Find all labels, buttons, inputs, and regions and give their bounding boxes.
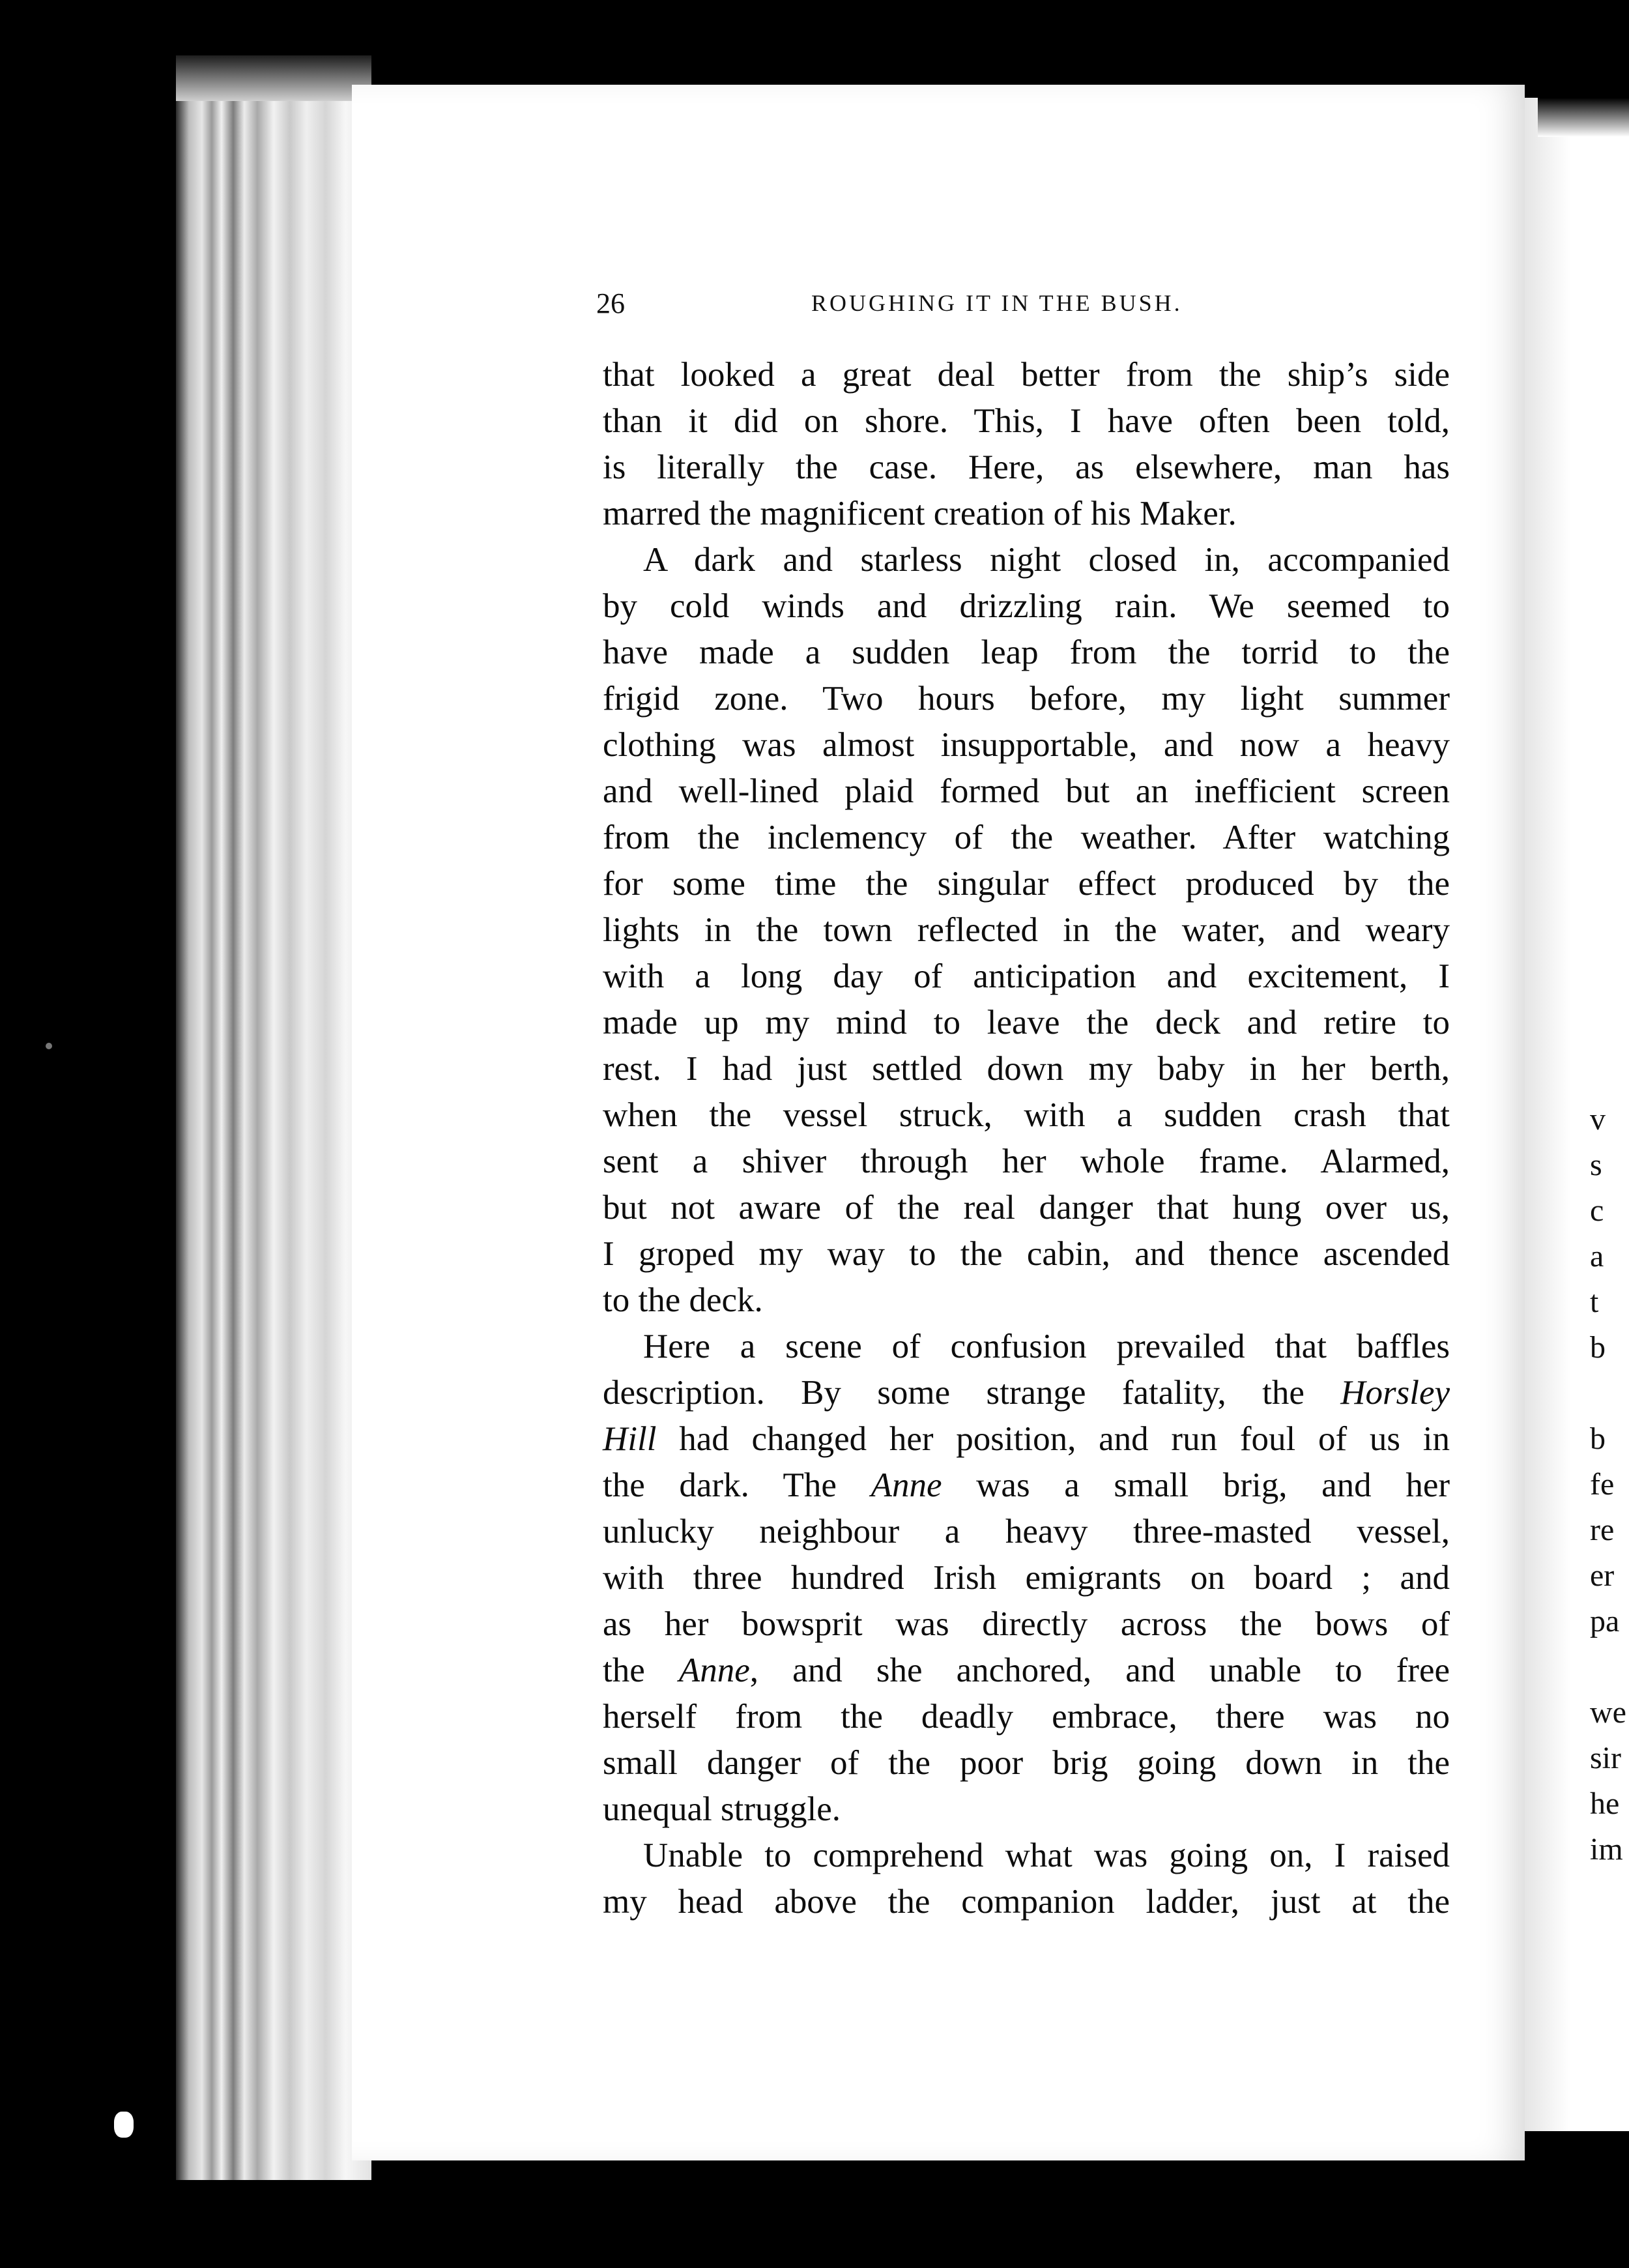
- ship-name: Anne: [678, 1651, 750, 1689]
- ship-name: Horsley: [1340, 1374, 1450, 1412]
- text-line: as her bowsprit was directly across the bows of: [603, 1605, 1450, 1643]
- book-page-edges: [176, 55, 371, 2180]
- text-line-with-italic: [603, 1648, 1450, 1694]
- page-body: [603, 352, 1450, 1925]
- scan-speck: [114, 2112, 134, 2138]
- text-line: I groped my way to the cabin, and thence ascended: [603, 1235, 1450, 1273]
- fragment: t: [1590, 1285, 1599, 1319]
- text-line: with three hundred Irish emigrants on board ; and: [603, 1559, 1450, 1597]
- text-line: with a long day of anticipation and excitement, I: [603, 957, 1450, 995]
- fragment: v: [1590, 1102, 1606, 1137]
- text-line: by cold winds and drizzling rain. We seemed to: [603, 587, 1450, 625]
- text-line: herself from the deadly embrace, there was no: [603, 1698, 1450, 1736]
- text-line: unlucky neighbour a heavy three-masted vessel,: [603, 1513, 1450, 1550]
- text-segment: the: [603, 1651, 645, 1689]
- text-line: my head above the companion ladder, just at the: [603, 1883, 1450, 1921]
- fragment: a: [1590, 1239, 1604, 1273]
- text-line: A dark and starless night closed in, accompanied: [643, 541, 1450, 579]
- fragment: er: [1590, 1558, 1615, 1593]
- fragment: fe: [1590, 1467, 1615, 1502]
- text-line: unequal struggle.: [603, 1790, 841, 1828]
- text-line-with-italic: [603, 1462, 1450, 1509]
- text-line: Here a scene of confusion prevailed that baffles: [643, 1328, 1450, 1365]
- text-line: lights in the town reflected in the water, and weary: [603, 911, 1450, 949]
- text-line: from the inclemency of the weather. After watching: [603, 819, 1450, 856]
- fragment: c: [1590, 1193, 1604, 1228]
- running-title: ROUGHING IT IN THE BUSH.: [811, 290, 1183, 316]
- book-edge-shadow: [176, 55, 371, 101]
- text-line: is literally the case. Here, as elsewhere, man has: [603, 448, 1450, 486]
- text-line: have made a sudden leap from the torrid to the: [603, 633, 1450, 671]
- fragment: re: [1590, 1513, 1615, 1547]
- text-segment: was a small brig, and her: [976, 1466, 1450, 1504]
- fragment: im: [1590, 1832, 1623, 1867]
- fragment: s: [1590, 1148, 1602, 1182]
- text-line-with-italic: [603, 1416, 1450, 1462]
- ship-name: Hill: [603, 1420, 657, 1458]
- text-line: and well-lined plaid formed but an inefficient screen: [603, 772, 1450, 810]
- text-line: but not aware of the real danger that hung over us,: [603, 1189, 1450, 1227]
- text-line-with-italic: [603, 1370, 1450, 1416]
- fragment: he: [1590, 1786, 1620, 1821]
- facing-page-text-fragments: [1590, 0, 1629, 2268]
- text-line: sent a shiver through her whole frame. Alarmed,: [603, 1142, 1450, 1180]
- text-line: frigid zone. Two hours before, my light summer: [603, 680, 1450, 718]
- fragment: sir: [1590, 1741, 1621, 1775]
- text-line: made up my mind to leave the deck and retire to: [603, 1004, 1450, 1041]
- text-line: that looked a great deal better from the ship’s side: [603, 356, 1450, 394]
- text-segment: the dark. The: [603, 1466, 837, 1504]
- text-segment: description. By some strange fatality, the: [603, 1374, 1305, 1412]
- fragment: we: [1590, 1695, 1626, 1730]
- text-line: clothing was almost insupportable, and now a heavy: [603, 726, 1450, 764]
- page-number: 26: [596, 287, 625, 319]
- text-line: when the vessel struck, with a sudden crash that: [603, 1096, 1450, 1134]
- running-head: [596, 287, 1261, 326]
- text-line: to the deck.: [603, 1281, 763, 1319]
- fragment: pa: [1590, 1604, 1620, 1638]
- text-line: for some time the singular effect produced by the: [603, 865, 1450, 903]
- scan-speck: [46, 1043, 52, 1049]
- ship-name: Anne: [871, 1466, 942, 1504]
- text-segment: had changed her position, and run foul of us in: [679, 1420, 1450, 1458]
- text-line: marred the magnificent creation of his Maker.: [603, 495, 1237, 532]
- text-line: small danger of the poor brig going down in the: [603, 1744, 1450, 1782]
- fragment: b: [1590, 1421, 1606, 1456]
- text-line: rest. I had just settled down my baby in her berth,: [603, 1050, 1450, 1088]
- text-segment: , and she anchored, and unable to free: [749, 1651, 1450, 1689]
- fragment: b: [1590, 1330, 1606, 1365]
- text-line: than it did on shore. This, I have often been told,: [603, 402, 1450, 440]
- text-line: Unable to comprehend what was going on, I raised: [643, 1837, 1450, 1874]
